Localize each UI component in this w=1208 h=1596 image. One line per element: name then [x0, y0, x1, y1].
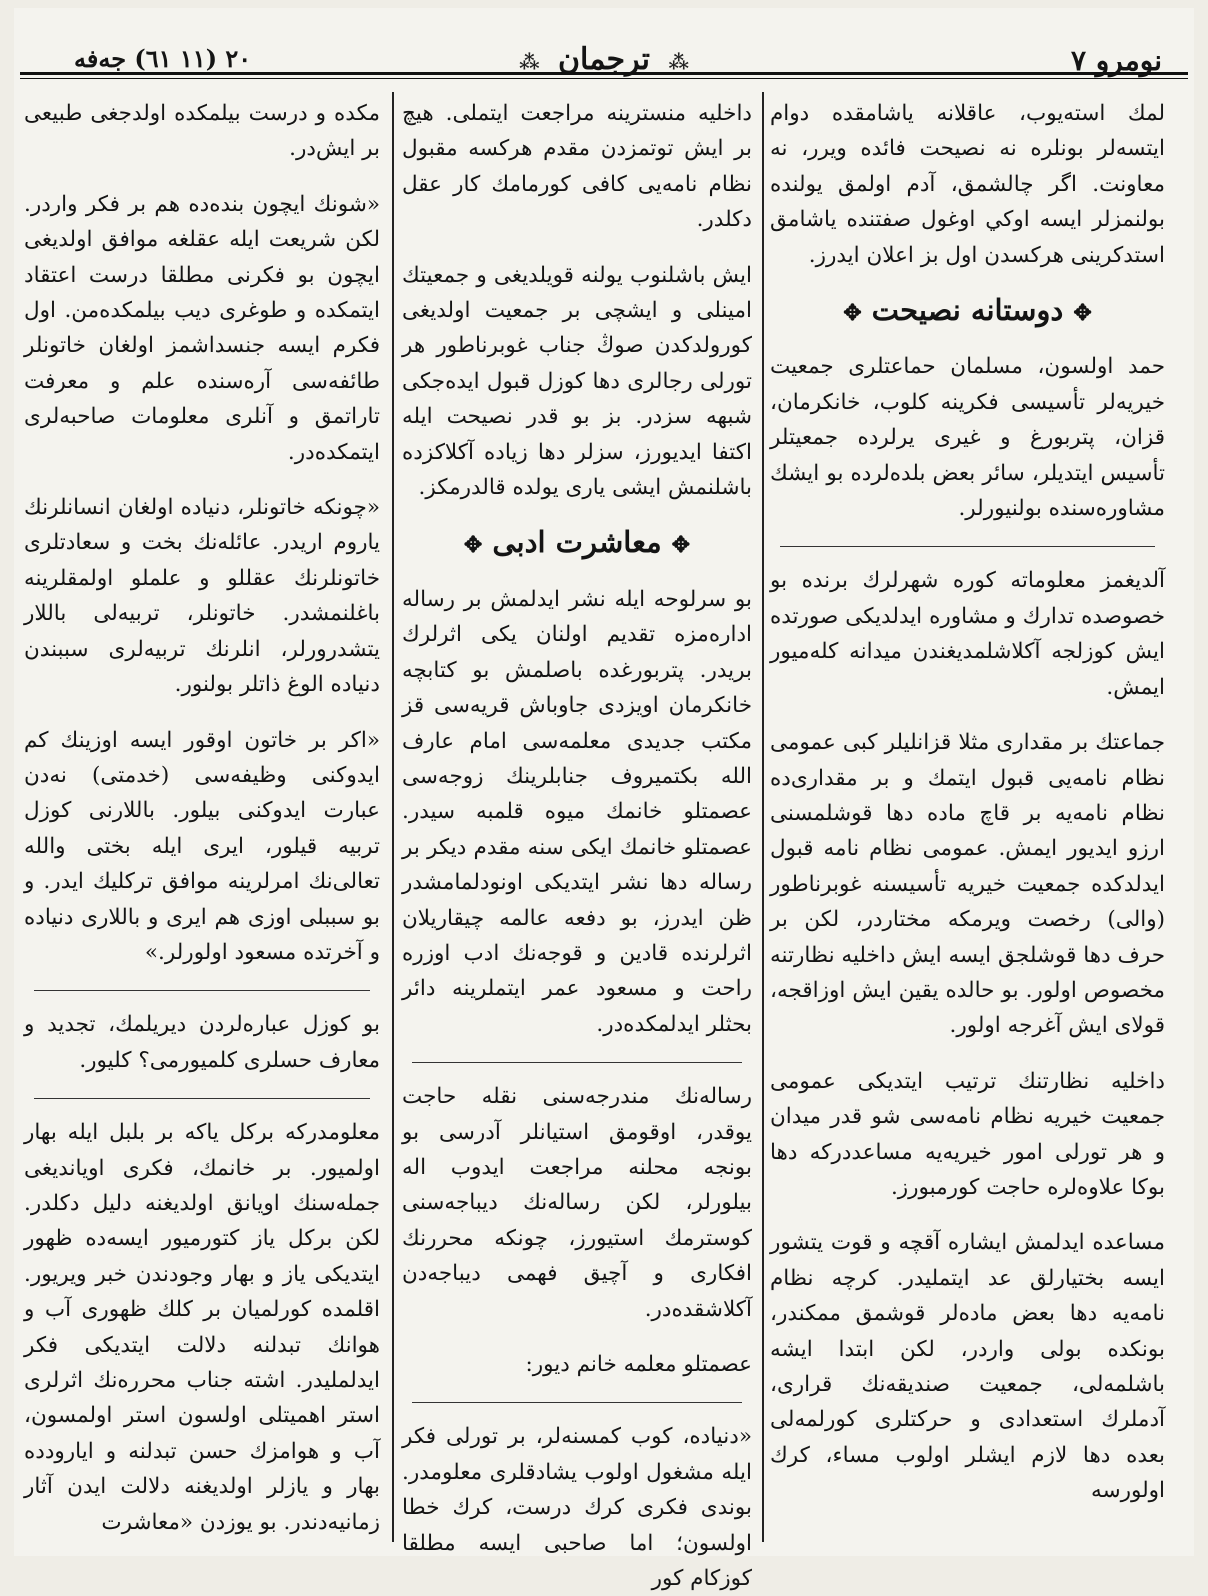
divider: [34, 990, 370, 991]
section-heading-social-etiquette: [402, 525, 752, 563]
paragraph: مكده و درست بيلمكده اولدجغى طبيعى بر ايش‌در.: [24, 101, 380, 162]
issue-number: نومرو ٧: [1070, 44, 1162, 77]
heading-text: معاشرت ادبى: [492, 525, 662, 560]
ornament-icon: ✥: [671, 532, 691, 559]
paragraph: بو كوزل عباره‌لردن ديريلمك، تجديد و معارف حسلرى كلميورمى؟ كليور.: [24, 1012, 380, 1073]
paragraph: «چونكه خاتونلر، دنياده اولغان انسانلرنك ياروم اريدر. عائله‌نك بخت و سعادتلرى خاتونلرنك عقللو و علملو اولمقلرينه باغلنمشدر. خاتونلر، تربيه‌لى باللار يتشدرورلر، انلرنك تربيه‌لرى سببندن دنياده الوغ ذاتلر بولنور.: [24, 495, 380, 698]
section-heading-friendly-advice: [770, 293, 1165, 331]
newspaper-title-text: ترجمان: [558, 42, 650, 77]
paragraph: بو سرلوحه ايله نشر ايدلمش بر رساله اداره‌مزه تقديم اولنان يكى اثرلرك بريدر. پتربورغده باصلمش بو كتابچه خانكرمان اويزدى جاوباش قريه‌سى قز مكتب جديدى معلمه‌سى امام عارف الله بكتميروف جنابلرينك زوجه‌سى عصمتلو خانمك ميوه قلمبه سيدر. عصمتلو خانمك ايكى سنه مقدم ديكر بر رساله دها نشر ايتديكى اونودلمامشدر ظن ايدرز، بو دفعه عالمه چيقاريلان اثرلرنده قادين و قوجه‌نك ادب اوزره راحت و مسعود عمر ايتملرينه دائر بحثلر ايدلمكده‌در.: [402, 586, 752, 1037]
ornament-right-icon: ⁂: [668, 50, 689, 74]
heading-text: دوستانه نصيحت: [871, 293, 1064, 328]
paragraph: داخليه منسترينه مراجعت ايتملى. هيچ بر ايش توتمزدن مقدم هركسه مقبول نظام نامه‌يى كافى كورمامك كار عقل دكلدر.: [402, 101, 752, 233]
paragraph: جماعتك بر مقدارى مثلا قزانليلر كبى عمومى نظام نامه‌يى قبول ايتمك و بر مقدارى‌ده نظام نامه‌يه بر قاچ ماده دها قوشلمسنى ارزو ايديور ايمش. عمومى نظام نامه قبول ايدلدكده جمعيت خيريه تأسيسنه غوبرناطور (والى) رخصت ويرمكه مختاردر، لكن بر حرف دها قوشلجق ايسه ايش داخليه نظارتنه مخصوص اولور. بو حالده يقين ايش اوزاقجه، قولاى ايش آغرجه اولور.: [770, 730, 1165, 1039]
divider: [412, 1062, 742, 1063]
ornament-left-icon: ⁂: [519, 50, 540, 74]
column-divider-right: [762, 92, 764, 1542]
column-divider-left: [392, 92, 394, 1542]
page-marker: ٢٠ (١١ ٦١) جه‌فه: [74, 44, 252, 73]
paragraph: معلومدركه بركل ياكه بر بلبل ايله بهار اولميور. بر خانمك، فكرى اويانديغى جمله‌سنك اويانق اولديغنه دليل دكلدر. لكن بركل ياز كتورميور ايسه‌ده ظهور ايتديكى ياز و بهار وجودندن خبر ويريور. اقلمده كورلميان بر كلك ظهورى آب و هوانك تبدلنه دلالت ايتديكى فكر ايدلمليدر. اشته جناب محرره‌نك اثرلرى استر اهميتلى اولسون استر اولمسون، آب و هوامزك حسن تبدلنه و ايارودده بهار و يازلر اولديغنه دلالت ايدن آثار زمانيه‌دندر. بو يوزدن «معاشرت: [24, 1120, 380, 1535]
masthead: [36, 38, 1172, 90]
paragraph: عصمتلو معلمه خانم ديور:: [525, 1352, 752, 1377]
paragraph: مساعده ايدلمش ايشاره آقچه و قوت يتشور ايسه بختيارلق عد ايتمليدر. كرچه نظام نامه‌يه دها بعض ماده‌لر قوشمق ممكندر، بونكده بولى واردر، لكن ابتدا ايشه باشلمه‌لى، جمعيت صنديقه‌نك قرارى، آدملرك استعدادى و حركتلرى كورلمه‌لى بعده دها لازم ايشلر اولوب مساء، كرك اولورسه: [770, 1230, 1165, 1504]
ornament-icon: ✥: [843, 300, 862, 327]
ornament-icon: ✥: [463, 532, 483, 559]
paragraph: «دنياده، كوب كمسنه‌لر، بر تورلى فكر ايله مشغول اولوب يشادقلرى معلومدر. بوندى فكرى كرك درست، كرك خطا اولسون؛ اما صاحبى ايسه مطلقا كوزكام كور: [402, 1424, 752, 1592]
ornament-icon: ✥: [1073, 300, 1092, 327]
column-left: [24, 96, 380, 1536]
column-middle: [402, 96, 752, 1592]
paragraph: داخليه نظارتنك ترتيب ايتديكى عمومى جمعيت خيريه نظام نامه‌سى شو قدر ميدان و هر تورلى امور خيريه‌يه مساعددركه دها بوكا علاوه‌لره حاجت كورمبورز.: [770, 1068, 1165, 1200]
paragraph: ايش باشلنوب يولنه قويلديغى و جمعيتك امينلى و ايشچى بر جمعيت اولديغى كورولدكدن صوڭ جناب غوبرناطور هر تورلى رجالرى دها كوزل قبول ايده‌جكى شبهه سزدر. بز بو قدر نصيحت ايله اكتفا ايديورز، سزلر دها زياده آكلاكزده باشلنمش ايشى يارى يولده قالدرمكز.: [402, 262, 752, 501]
paragraph: لمك استه‌يوب، عاقلانه ياشامقده دوام ايتسه‌لر بونلره نه نصيحت فائده ويرر، نه معاونت. اگر چالشمق، آدم اولمق يولنده بولنمزلر ايسه اوكي اوغول صفتنده ياشامق استدكرينى هركسدن اول بز اعلان ايدرز.: [770, 101, 1165, 268]
paragraph: رساله‌نك مندرجه‌سنى نقله حاجت يوقدر، اوقومق استيانلر آدرسى بو بونجه محلنه مراجعت ايدوب اله بيلورلر، لكن رساله‌نك ديباجه‌سنى كوسترمك استيورز، چونكه محررنك افكارى و آچيق فهمى ديباجه‌دن آكلاشقده‌در.: [402, 1084, 752, 1322]
paragraph: آلديغمز معلوماته كوره شهرلرك برنده بو خصوصده تدارك و مشاوره ايدلديكى صورتده ايش كوزلجه آكلاشلمديغندن ميدانه كله‌ميور ايمش.: [770, 568, 1165, 700]
divider: [34, 1098, 370, 1099]
column-right: [770, 96, 1165, 1536]
divider: [780, 546, 1155, 547]
header-rule-thin: [20, 78, 1188, 79]
paragraph: «شونك ايچون بنده‌ده هم بر فكر واردر. لكن شريعت ايله عقلغه موافق اولديغى ايچون بو فكرنى مطلقا درست اعتقاد ايتمكده و طوغرى ديب بيلمكده‌من. اول فكرم ايسه جنسداشمز اولغان خاتونلر طائفه‌سى آره‌سنده علم و معرفت تاراتمق و آنلرى معلومات صاحبه‌لرى ايتمكده‌در.: [24, 191, 380, 465]
paragraph: «اكر بر خاتون اوقور ايسه اوزينك كم ايدوكنى وظيفه‌سى (خدمتى) نه‌دن عبارت ايدوكنى بيلور. باللارنى كوزل تربيه قيلور، ايرى ايله بختى والله تعالى‌نك امرلرينه موافق تركليك ايدر. و بو سببلى اوزى هم ايرى و باللارى دنياده و آخرتده مسعود اولورلر.»: [24, 727, 380, 965]
divider: [412, 1402, 742, 1403]
paragraph: حمد اولسون، مسلمان حماعتلرى جمعيت خيريه‌لر تأسيسى فكرينه كلوب، خانكرمان، قزان، پتربورغ و غيرى يرلرده جمعيتلر تأسيس ايتديلر، سائر بعض بلده‌لرده بو ايشك مشاوره‌سنده بولنيورلر.: [770, 354, 1165, 522]
header-rule: [20, 72, 1188, 75]
